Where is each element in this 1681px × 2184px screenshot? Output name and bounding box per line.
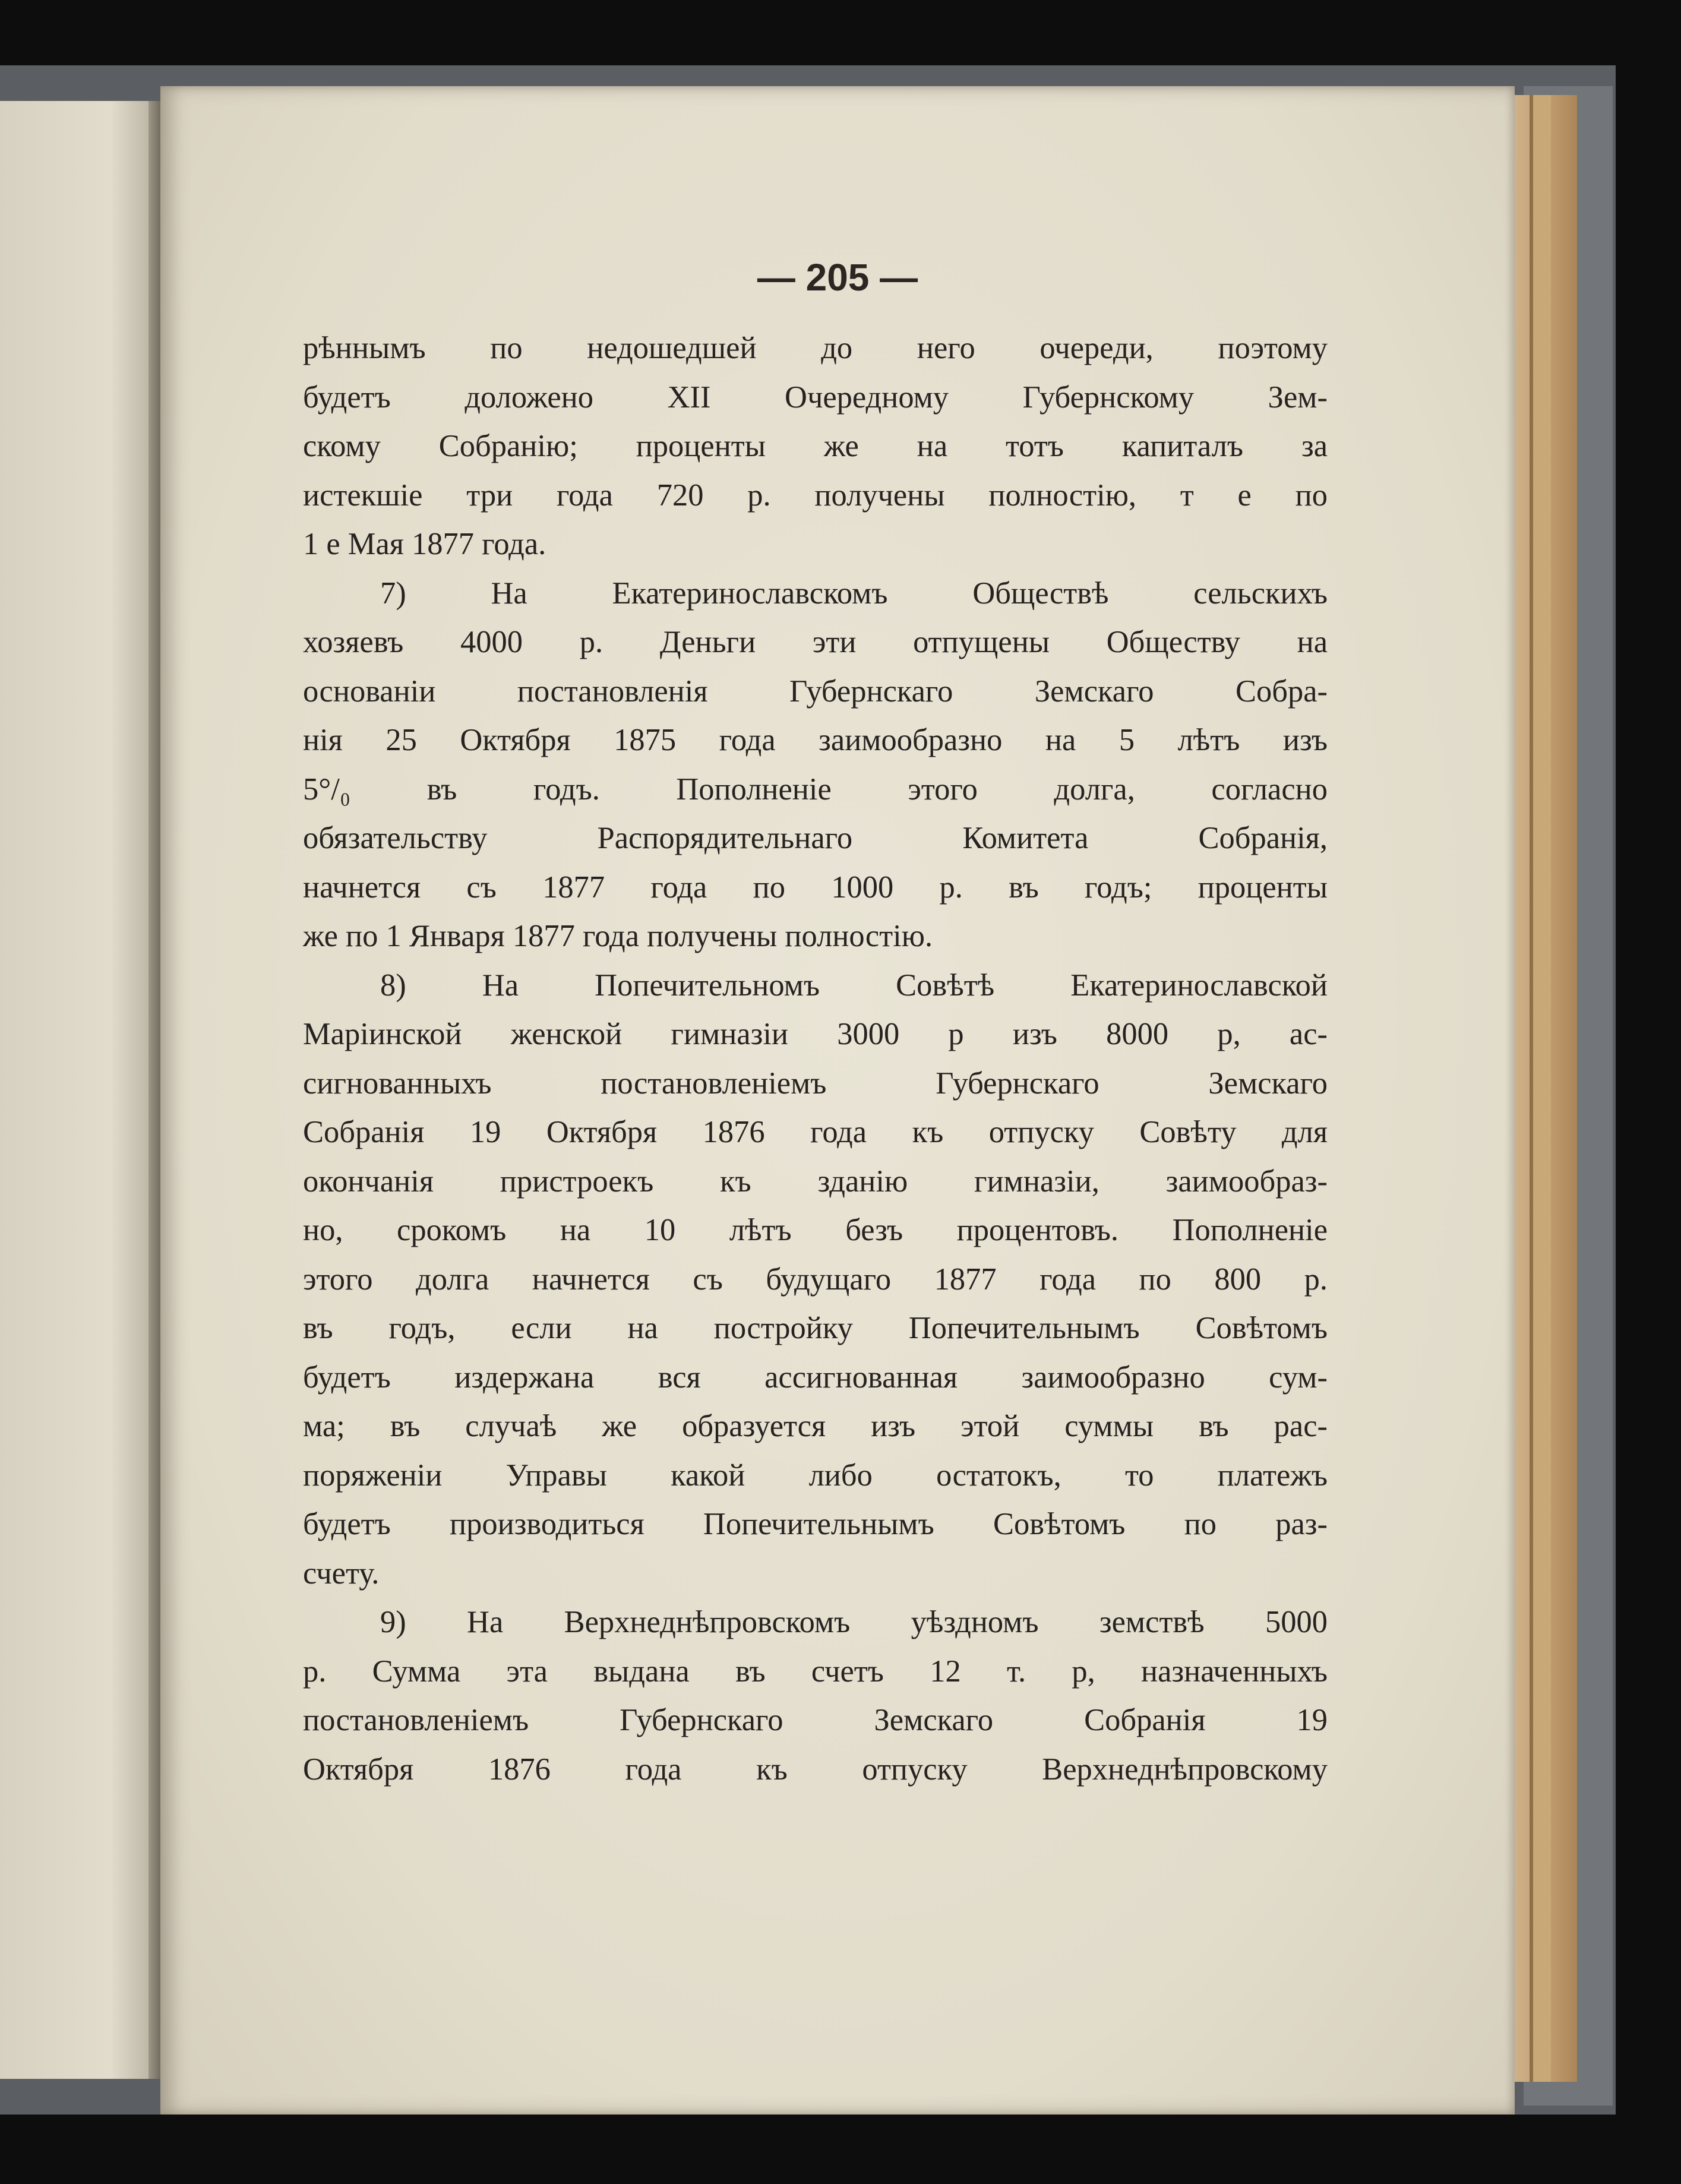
text-line: этого долга начнется съ будущаго 1877 года по 800 р. bbox=[303, 1262, 1328, 1297]
text-line: будетъ доложено XII Очередному Губернскому Зем- bbox=[303, 380, 1328, 415]
book-page bbox=[160, 86, 1515, 2115]
text-line: счету. bbox=[303, 1556, 380, 1591]
text-line: обязательству Распорядительнаго Комитета Собранія, bbox=[303, 821, 1328, 855]
text-line: Маріинской женской гимназіи 3000 р изъ 8000 р, ас- bbox=[303, 1017, 1328, 1051]
text-line: сигнованныхъ постановленіемъ Губернскаго Земскаго bbox=[303, 1066, 1328, 1101]
text-line: нія 25 Октября 1875 года заимообразно на 5 лѣтъ изъ bbox=[303, 723, 1328, 757]
text-line: въ годъ, если на постройку Попечительнымъ Совѣтомъ bbox=[303, 1311, 1328, 1345]
text-line: ма; въ случаѣ же образуется изъ этой суммы въ рас- bbox=[303, 1409, 1328, 1443]
page-number: — 205 — bbox=[757, 256, 918, 299]
facing-page bbox=[0, 101, 157, 2079]
text-line: основаніи постановленія Губернскаго Земскаго Собра- bbox=[303, 674, 1328, 709]
text-line: же по 1 Января 1877 года получены полностію. bbox=[303, 919, 933, 953]
page-body bbox=[303, 324, 1328, 1794]
text-line: Собранія 19 Октября 1876 года къ отпуску Совѣту для bbox=[303, 1115, 1328, 1149]
text-line: 1 е Мая 1877 года. bbox=[303, 527, 546, 561]
paragraph-start: 9) На Верхнеднѣпровскомъ уѣздномъ земствѣ 5000 bbox=[380, 1605, 1328, 1639]
text-line: окончанія пристроекъ къ зданію гимназіи, заимообраз- bbox=[303, 1164, 1328, 1199]
text-line: 5°/₀ въ годъ. Пополненіе этого долга, согласно bbox=[303, 772, 1328, 807]
paragraph-start: 7) На Екатеринославскомъ Обществѣ сельскихъ bbox=[380, 576, 1328, 611]
page-block-edge-inner bbox=[1530, 95, 1551, 2082]
text-line: поряженіи Управы какой либо остатокъ, то платежъ bbox=[303, 1458, 1328, 1493]
text-line: будетъ издержана вся ассигнованная заимообразно сум- bbox=[303, 1360, 1328, 1395]
paragraph-start: 8) На Попечительномъ Совѣтѣ Екатеринославской bbox=[380, 968, 1328, 1003]
text-line: но, срокомъ на 10 лѣтъ безъ процентовъ. Пополненіе bbox=[303, 1213, 1328, 1247]
text-line: постановленіемъ Губернскаго Земскаго Собранія 19 bbox=[303, 1703, 1328, 1737]
bleed-mark bbox=[12, 434, 36, 449]
text-line: рѣннымъ по недошедшей до него очереди, поэтому bbox=[303, 331, 1328, 365]
text-line: р. Сумма эта выдана въ счетъ 12 т. р, назначенныхъ bbox=[303, 1654, 1328, 1689]
text-line: скому Собранію; проценты же на тотъ капиталъ за bbox=[303, 429, 1328, 463]
text-line: Октября 1876 года къ отпуску Верхнеднѣпровскому bbox=[303, 1752, 1328, 1787]
text-line: истекшіе три года 720 р. получены полностію, т е по bbox=[303, 478, 1328, 513]
text-line: будетъ производиться Попечительнымъ Совѣтомъ по раз- bbox=[303, 1507, 1328, 1541]
text-line: хозяевъ 4000 р. Деньги эти отпущены Обществу на bbox=[303, 625, 1328, 659]
text-line: начнется съ 1877 года по 1000 р. въ годъ; проценты bbox=[303, 870, 1328, 905]
